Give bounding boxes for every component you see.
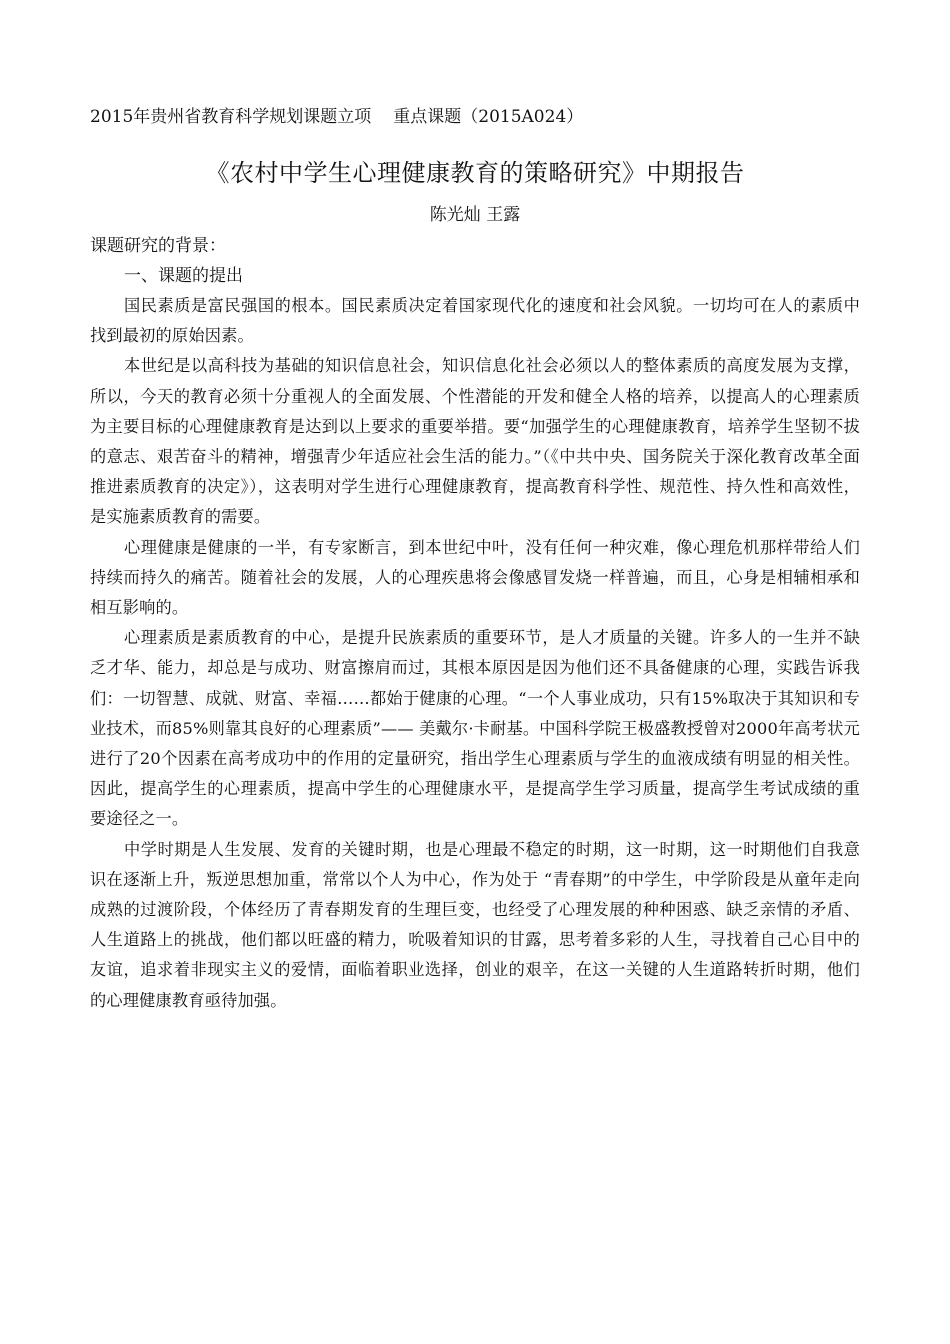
authors: 陈光灿 王露 — [429, 205, 521, 225]
paragraph-2: 本世纪是以高科技为基础的知识信息社会，知识信息化社会必须以人的整体素质的高度发展为支撑，所以，今天的教育必须十分重视人的全面发展、个性潜能的开发和健全人格的培养，以提高人的心理素质为主要目标的心理健康教育是达到以上要求的重要举措。要“加强学生的心理健康教育，培养学生坚韧不拔的意志、艰苦奋斗的精神，增强青少年适应社会生活的能力。”（《中共中央、国务院关于深化教育改革全面推进素质教育的决定》），这表明对学生进行心理健康教育，提高教育科学性、规范性、持久性和高效性，是实施素质教育的需要。 — [90, 356, 860, 527]
subsection-heading: 一、课题的提出 — [124, 266, 243, 286]
report-title: 《农村中学生心理健康教育的策略研究》中期报告 — [205, 159, 745, 187]
project-line: 2015年贵州省教育科学规划课题立项 — [90, 107, 372, 127]
section-heading-background: 课题研究的背景： — [90, 236, 226, 256]
paragraph-3: 心理健康是健康的一半，有专家断言，到本世纪中叶，没有任何一种灾难，像心理危机那样带给人们持续而持久的痛苦。随着社会的发展，人的心理疾患将会像感冒发烧一样普遍，而且，心身是相辅相承和相互影响的。 — [90, 537, 860, 618]
document-body — [90, 103, 860, 1016]
project-header — [90, 103, 860, 131]
paragraph-4: 心理素质是素质教育的中心，是提升民族素质的重要环节，是人才质量的关键。许多人的一生并不缺乏才华、能力，却总是与成功、财富擦肩而过，其根本原因是因为他们还不具备健康的心理，实践告诉我们：一切智慧、成就、财富、幸福……都始于健康的心理。“一个人事业成功，只有15%取决于其知识和专业技术，而85%则靠其良好的心理素质”—— 美戴尔·卡耐基。中国科学院王极盛教授曾对2000年高考状元进行了20个因素在高考成功中的作用的定量研究，指出学生心理素质与学生的血液成绩有明显的相关性。因此，提高学生的心理素质，提高中学生的心理健康水平，是提高学生学习质量，提高学生考试成绩的重要途径之一。 — [90, 628, 860, 829]
paragraph-5: 中学时期是人生发展、发育的关键时期，也是心理最不稳定的时期，这一时期，这一时期他们自我意识在逐渐上升，叛逆思想加重，常常以个人为中心，作为处于 “青春期”的中学生，中学阶段是从童年走向成熟的过渡阶段，个体经历了青春期发育的生理巨变，也经受了心理发展的种种困惑、缺乏亲情的矛盾、人生道路上的挑战，他们都以旺盛的精力，吮吸着知识的甘露，思考着多彩的人生，寻找着自己心目中的友谊，追求着非现实主义的爱情，面临着职业选择，创业的艰辛，在这一关键的人生道路转折时期，他们的心理健康教育亟待加强。 — [90, 839, 860, 1010]
key-topic: 重点课题（2015A024） — [393, 107, 584, 127]
paragraph-1: 国民素质是富民强国的根本。国民素质决定着国家现代化的速度和社会风貌。一切均可在人的素质中找到最初的原始因素。 — [90, 296, 860, 346]
